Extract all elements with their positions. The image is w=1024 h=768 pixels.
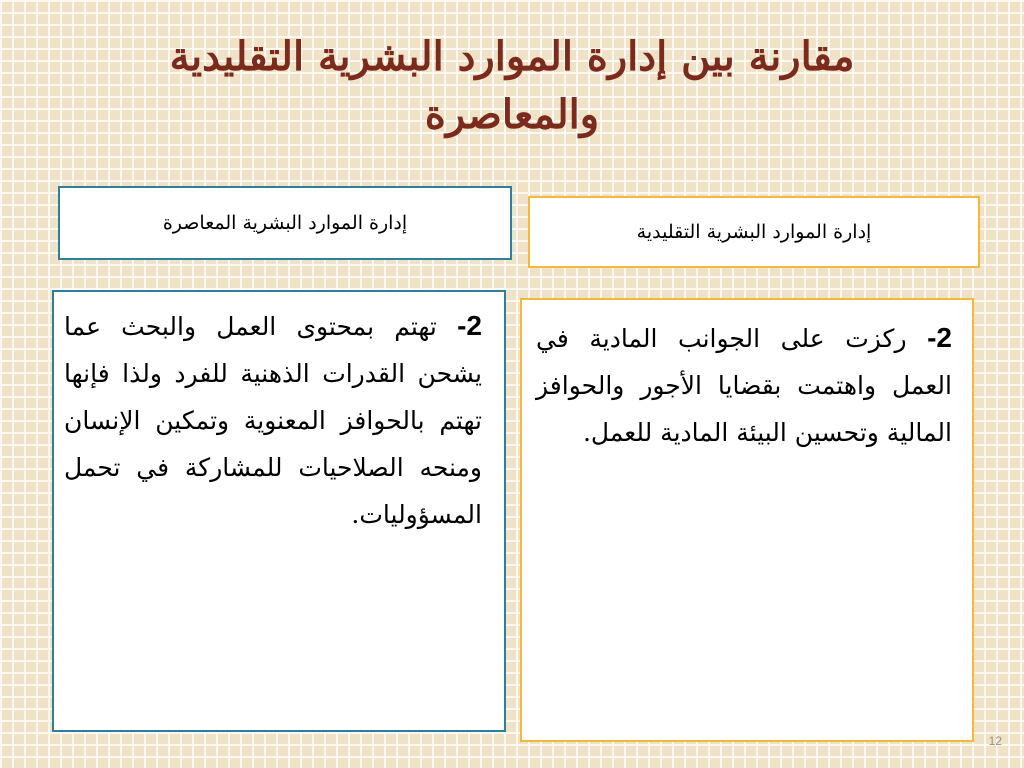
- modern-hr-header: [58, 186, 512, 260]
- traditional-hr-header-label: إدارة الموارد البشرية التقليدية: [636, 221, 872, 243]
- traditional-item-number: 2-: [927, 322, 952, 353]
- traditional-hr-content-box: [520, 298, 974, 742]
- modern-hr-paragraph: [64, 302, 482, 538]
- modern-hr-content-box: [52, 290, 506, 732]
- modern-item-number: 2-: [457, 310, 482, 341]
- modern-hr-header-label: إدارة الموارد البشرية المعاصرة: [162, 212, 408, 234]
- traditional-hr-paragraph: [536, 314, 952, 456]
- slide-number: 12: [988, 734, 1002, 748]
- modern-item-text: تهتم بمحتوى العمل والبحث عما يشحن القدرات الذهنية للفرد ولذا فإنها تهتم بالحوافز المعنوية وتمكين الإنسان ومنحه الصلاحيات للمشاركة في تحمل المسؤوليات.: [64, 312, 482, 529]
- slide-title: مقارنة بين إدارة الموارد البشرية التقليدية والمعاصرة: [169, 33, 855, 138]
- traditional-item-text: ركزت على الجوانب المادية في العمل واهتمت بقضايا الأجور والحوافز المالية وتحسين البيئة المادية للعمل.: [536, 324, 952, 447]
- traditional-hr-header: [528, 196, 980, 268]
